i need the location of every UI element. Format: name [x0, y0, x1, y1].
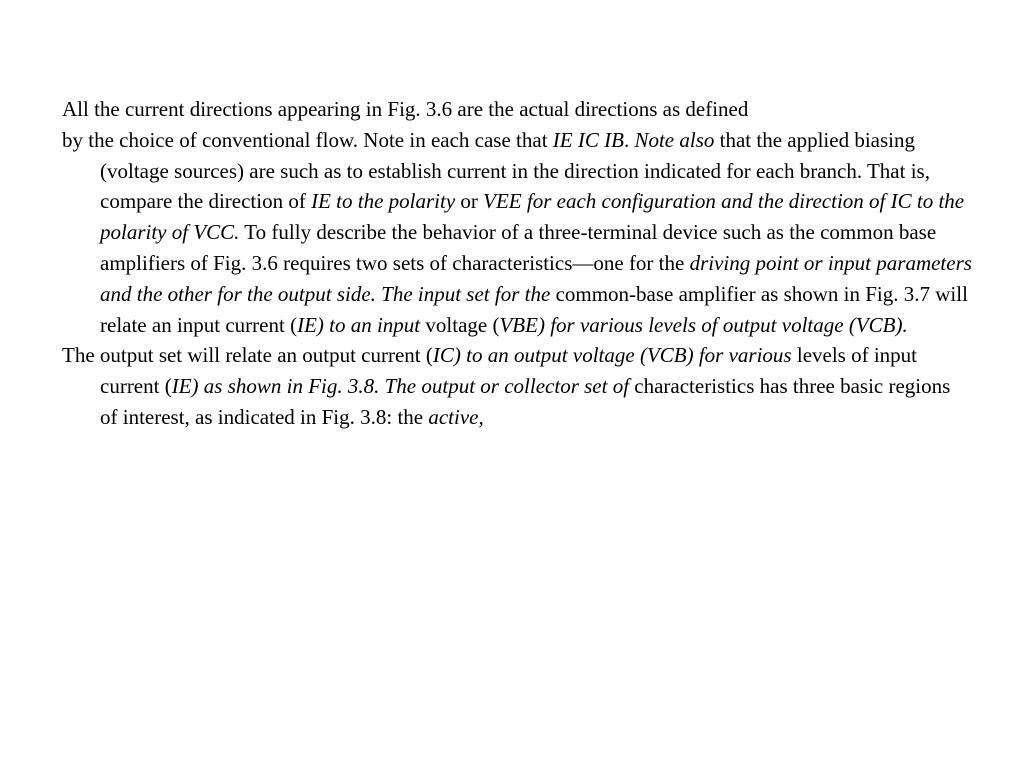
italic-text-run: IE) to an input: [297, 312, 421, 337]
paragraph-1: [62, 94, 972, 125]
italic-text-run: IE to the polarity: [311, 189, 456, 214]
text-run: All the current directions appearing in Fig. 3.6 are the actual directions as defined: [62, 97, 749, 121]
paragraph-3: [62, 340, 972, 432]
text-run: common-base amplifier as shown in Fig. 3.7 will relate an input current (: [100, 281, 968, 337]
text-run: levels of input current (: [100, 343, 918, 399]
italic-text-run: driving point or input parameters and the other for the output side. The input set for the: [100, 250, 972, 306]
text-run: that the applied biasing (voltage sources) are such as to establish current in the direction indicated for each branch. That is, compare the direction of: [100, 127, 930, 214]
text-run: The output set will relate an output current (: [62, 343, 433, 368]
italic-text-run: IE IC IB: [552, 127, 624, 152]
text-run: characteristics has three basic regions of interest, as indicated in Fig. 3.8: the: [100, 374, 951, 429]
text-run: To fully describe the behavior of a three-terminal device such as the common base amplifiers of Fig. 3.6 requires two sets of characteristics—one for the: [100, 220, 937, 275]
italic-text-run: IE) as shown in Fig. 3.8. The output or collector set of: [171, 374, 630, 399]
text-run: or: [455, 189, 484, 214]
text-run: .: [623, 127, 635, 152]
italic-text-run: VBE) for various levels of output voltage (VCB).: [499, 312, 908, 337]
text-run: by the choice of conventional flow. Note in each case that: [62, 127, 553, 152]
italic-text-run: Note also: [634, 127, 715, 152]
paragraph-2: [62, 125, 972, 341]
text-run: voltage (: [420, 312, 500, 337]
italic-text-run: IC) to an output voltage (VCB) for various: [432, 343, 792, 368]
italic-text-run: VEE for each configuration and the direction of IC to the polarity of VCC.: [100, 189, 965, 245]
text-body: [62, 94, 972, 433]
italic-text-run: active,: [428, 404, 484, 429]
